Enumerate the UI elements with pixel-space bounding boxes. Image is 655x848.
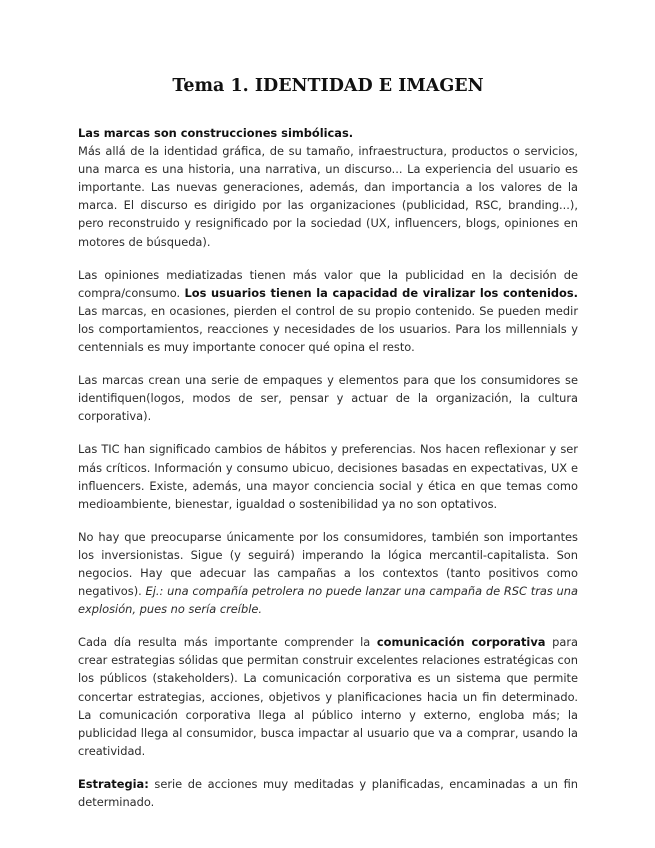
- paragraph-tic: Las TIC han significado cambios de hábitos y preferencias. Nos hacen reflexionar y ser más críticos. Información y consumo ubicuo, decisiones basadas en expectativas, UX e influencers. Existe, además, una mayor conciencia social y ética en que temas como medioambiente, bienestar, igualdad o sostenibilidad ya no son optativos.: [78, 442, 578, 511]
- definition-term: Estrategia:: [78, 776, 149, 791]
- paragraph-text: No hay que preocuparse únicamente por los consumidores, también son importantes los inversionistas. Sigue (y seguirá) imperando la lógica mercantil-capitalista. Son negocios. Hay que adecuar las campañas a los contextos (tanto positivos como negativos).: [78, 529, 578, 599]
- paragraph-investors: [78, 528, 578, 618]
- paragraph-mediated-opinions: [78, 266, 578, 356]
- paragraph-text: Las marcas, en ocasiones, pierden el control de su propio contenido. Se pueden medir los comportamientos, reacciones y necesidades de los usuarios. Para los millennials y centennials es muy importante conocer qué opina el resto.: [78, 303, 578, 355]
- paragraph-brand-elements: Las marcas crean una serie de empaques y elementos para que los consumidores se identifiquen(logos, modos de ser, pensar y actuar de la organización, la cultura corporativa).: [78, 373, 578, 424]
- example-text: Ej.: una compañía petrolera no puede lanzar una campaña de RSC tras una explosión, pues no sería creíble.: [78, 584, 578, 617]
- paragraph-brands-symbolic: [78, 124, 578, 251]
- paragraph-text: para crear estrategias sólidas que permitan construir excelentes relaciones estratégicas con los públicos (stakeholders). La comunicación corporativa es un sistema que permite concertar estrategias, acciones, objetivos y planificaciones hacia un fin determinado. La comunicación corporativa llega al público interno y externo, engloba más; la publicidad llega al consumidor, busca impactar al usuario que va a comprar, usando la creatividad.: [78, 635, 578, 758]
- paragraph-text: Más allá de la identidad gráfica, de su tamaño, infraestructura, productos o servicios, una marca es una historia, una narrativa, un discurso... La experiencia del usuario es importante. Las nuevas generaciones, además, dan importancia a los valores de la marca. El discurso es dirigido por las organizaciones (publicidad, RSC, branding...), pero reconstruido y resignificado por la sociedad (UX, influencers, blogs, opiniones en motores de búsqueda).: [78, 144, 578, 249]
- highlighted-statement: Los usuarios tienen la capacidad de viralizar los contenidos.: [184, 285, 578, 300]
- page-title: Tema 1. IDENTIDAD E IMAGEN: [172, 76, 484, 96]
- paragraph-lead: Las marcas son construcciones simbólicas.: [78, 126, 354, 140]
- paragraph-text: Cada día resulta más importante comprender la: [78, 635, 377, 650]
- paragraph-corporate-communication: [78, 633, 578, 760]
- key-term: comunicación corporativa: [376, 635, 546, 650]
- paragraph-strategy-definition: [78, 775, 578, 811]
- definition-text: serie de acciones muy meditadas y planificadas, encaminadas a un fin determinado.: [78, 776, 578, 809]
- paragraph-text: Las opiniones mediatizadas tienen más valor que la publicidad en la decisión de compra/consumo.: [78, 267, 578, 300]
